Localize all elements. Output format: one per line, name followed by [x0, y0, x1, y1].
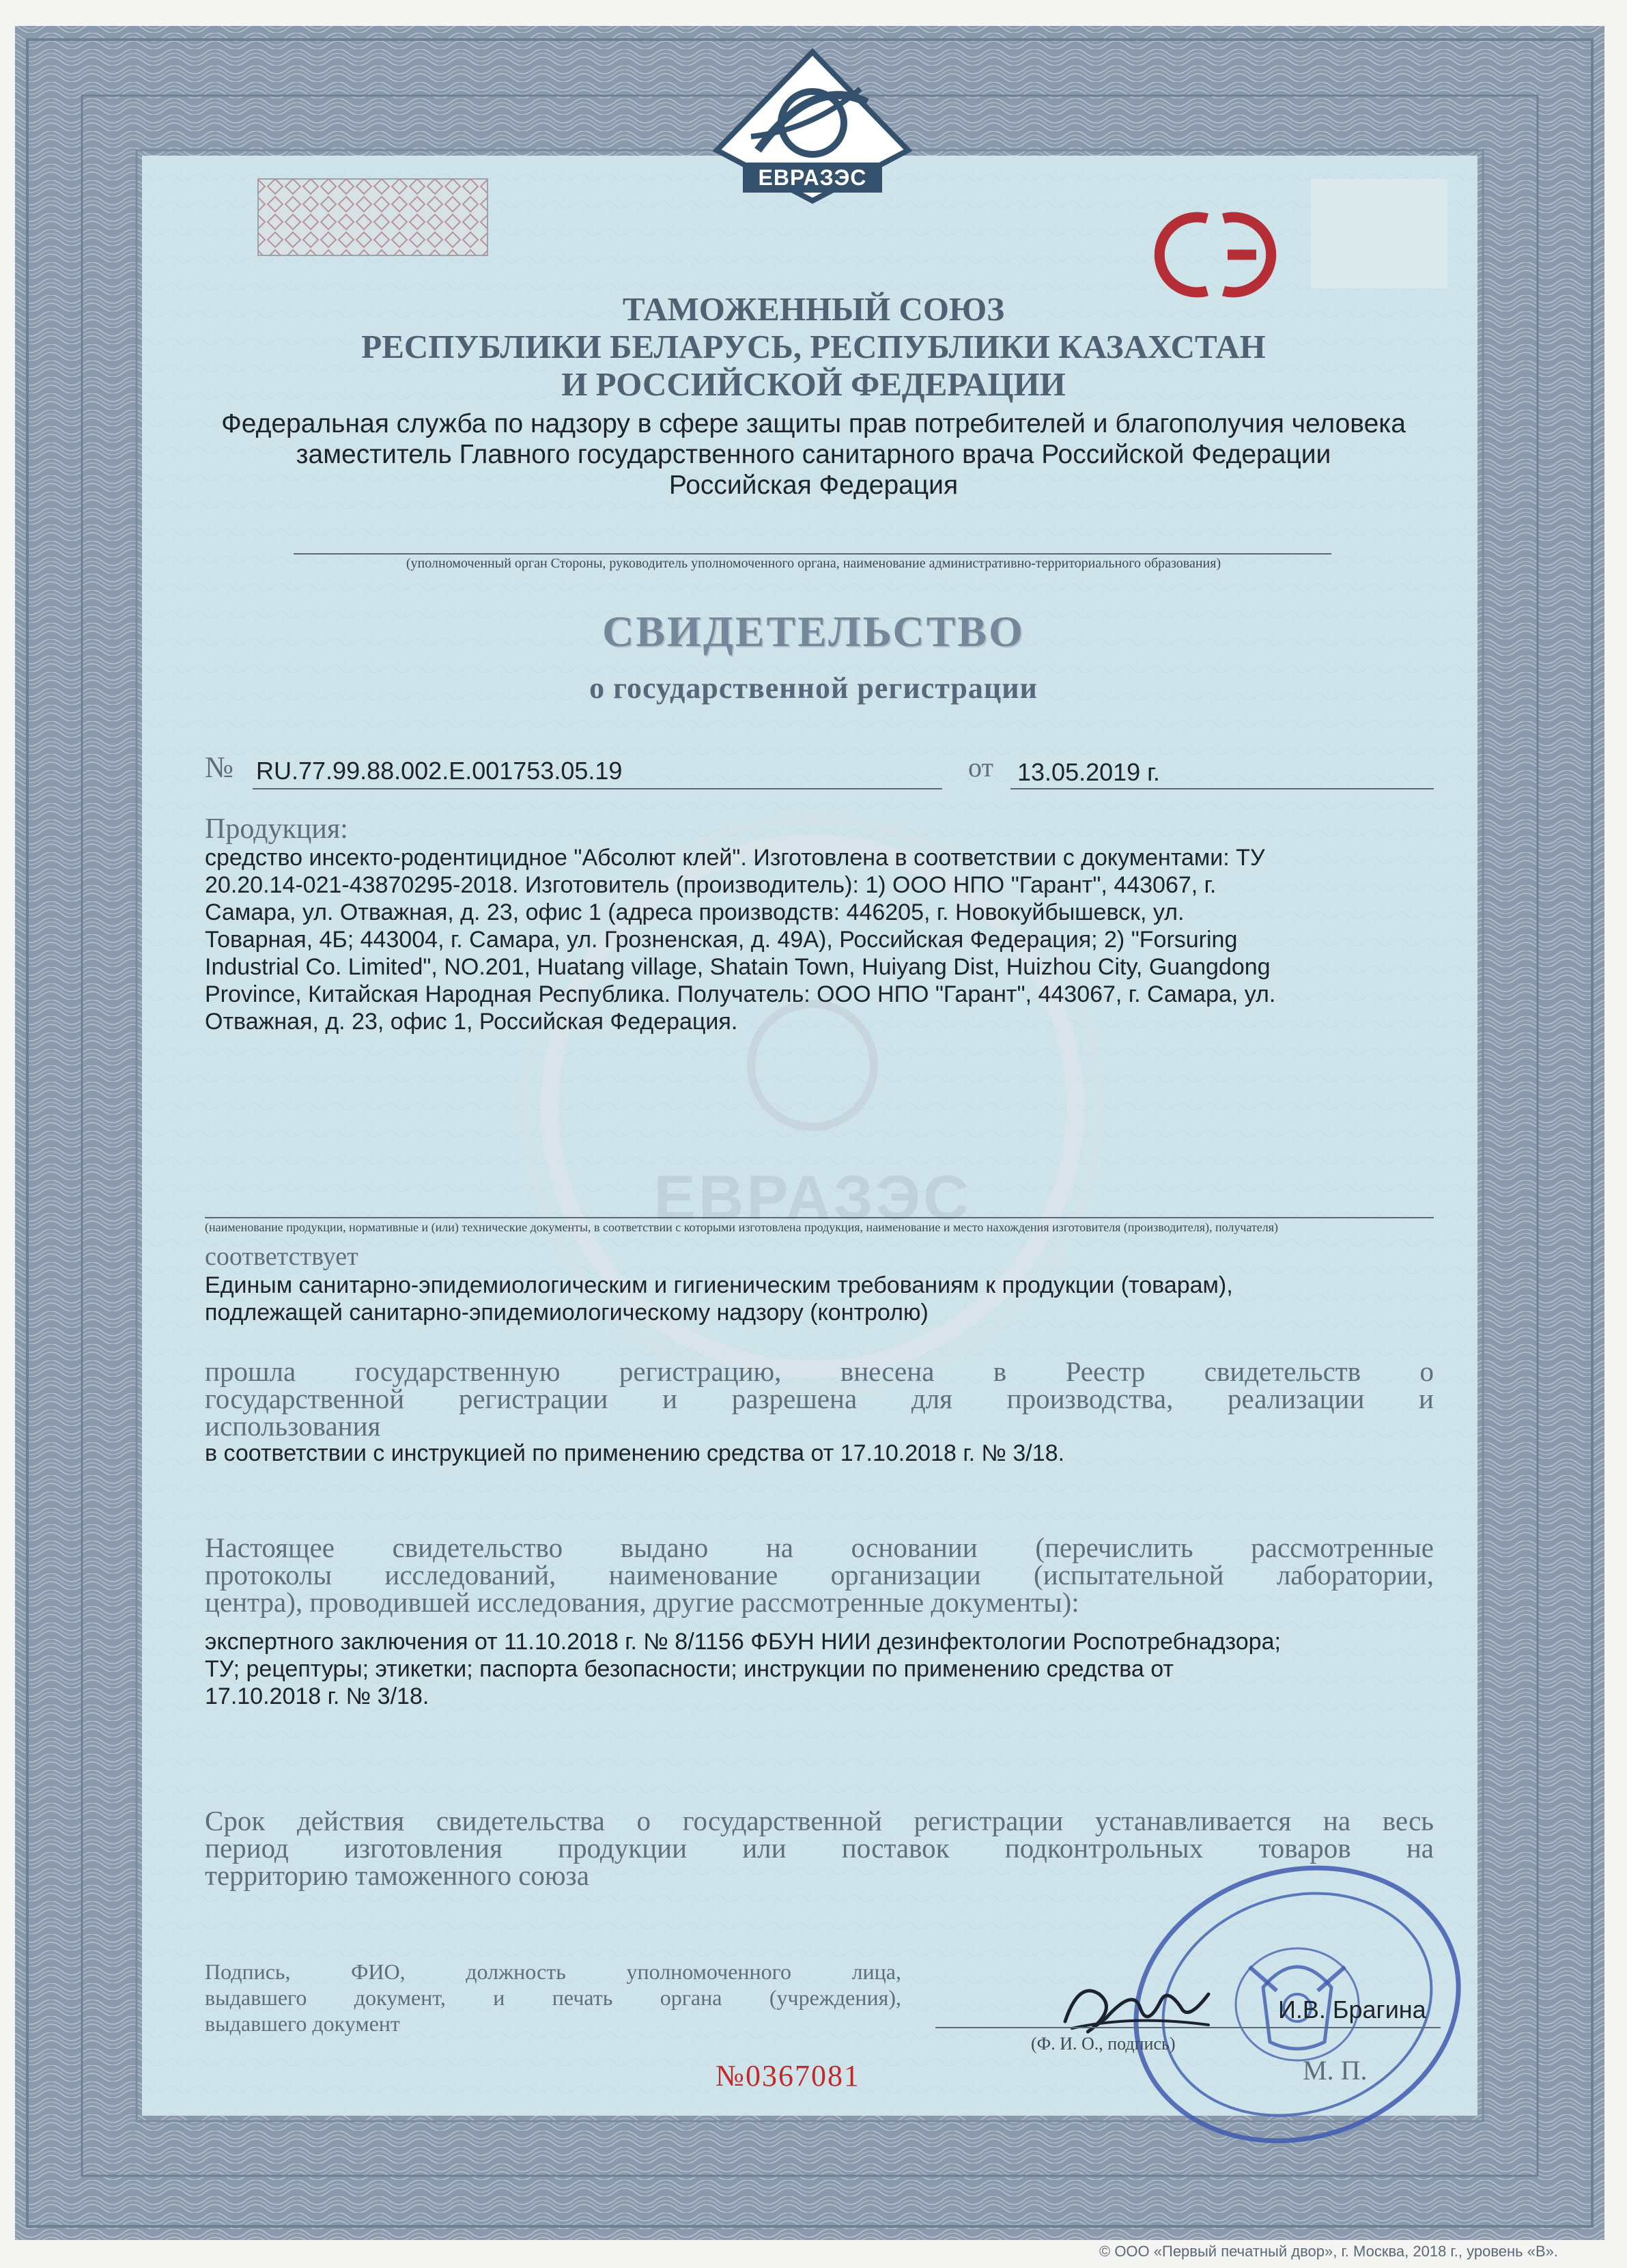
- conformity-line-1: Единым санитарно-эпидемиологическим и гигиеническим требованиям к продукции (товарам),: [205, 1272, 1233, 1298]
- registration-line-2: государственной регистрации и разрешена для производства, реализации и: [205, 1383, 1434, 1414]
- validity-line-2: период изготовления продукции или поставок подконтрольных товаров на: [205, 1832, 1434, 1864]
- product-caption: (наименование продукции, нормативные и (или) технические документы, в соответствии с которыми изготовлена продукция, наименование и место нахождения изготовителя (производителя), получателя): [205, 1220, 1279, 1234]
- signature-label-line-2: выдавшего документ, и печать органа (учреждения),: [205, 1985, 901, 2010]
- signature-label-line-1: Подпись, ФИО, должность уполномоченного лица,: [205, 1959, 901, 1984]
- basis-detail: [205, 1628, 1447, 1710]
- union-title-line-3: И РОССИЙСКОЙ ФЕДЕРАЦИИ: [561, 365, 1066, 403]
- basis-detail-line-3: 17.10.2018 г. № 3/18.: [205, 1683, 429, 1709]
- certificate-subtitle: о государственной регистрации: [589, 671, 1038, 705]
- product-caption-rule: [205, 1217, 1434, 1218]
- watermark-text: ЕВРАЗЭС: [653, 1163, 972, 1233]
- union-title-line-2: РЕСПУБЛИКИ БЕЛАРУСЬ, РЕСПУБЛИКИ КАЗАХСТАН: [361, 328, 1266, 365]
- authority-line-1: Федеральная служба по надзору в сфере защиты прав потребителей и благополучия человека: [221, 409, 1406, 438]
- registration-statement: [205, 1358, 1434, 1440]
- validity-line-3: территорию таможенного союза: [205, 1860, 589, 1891]
- number-rule: [253, 788, 942, 789]
- basis-detail-line-1: экспертного заключения от 11.10.2018 г. № 8/1156 ФБУН НИИ дезинфектологии Роспотребнадзора;: [205, 1629, 1281, 1655]
- authority-block: [171, 408, 1456, 501]
- number-label: №: [205, 751, 234, 784]
- registration-detail: в соответствии с инструкцией по применению средства от 17.10.2018 г. № 3/18.: [205, 1440, 1065, 1466]
- product-line-4: Товарная, 4Б; 443004, г. Самара, ул. Грозненская, д. 49А), Российская Федерация; 2) "Forsuring: [205, 927, 1238, 953]
- product-line-2: 20.20.14-021-43870295-2018. Изготовитель (производитель): 1) ООО НПО "Гарант", 443067, г.: [205, 872, 1217, 898]
- basis-line-2: протоколы исследований, наименование организации (испытательной лаборатории,: [205, 1559, 1434, 1591]
- authority-line-2: заместитель Главного государственного санитарного врача Российской Федерации: [296, 440, 1331, 469]
- basis-line-3: центра), проводившей исследования, другие рассмотренные документы):: [205, 1586, 1079, 1618]
- conformity-label: соответствует: [205, 1242, 358, 1271]
- basis-line-1: Настоящее свидетельство выдано на основании (перечислить рассмотренные: [205, 1532, 1434, 1563]
- printer-imprint: © ООО «Первый печатный двор», г. Москва, 2018 г., уровень «В».: [1099, 2243, 1558, 2260]
- certificate-date: 13.05.2019 г.: [1017, 758, 1160, 786]
- authority-line-3: Российская Федерация: [668, 471, 959, 500]
- product-description: [205, 844, 1434, 1035]
- authority-caption-rule: [294, 553, 1331, 555]
- emblem-label: ЕВРАЗЭС: [758, 165, 867, 190]
- product-line-5: Industrial Co. Limited", NO.201, Huatang village, Shatain Town, Huiyang Dist, Huizhou City, Guangdong: [205, 954, 1271, 980]
- basis-detail-line-2: ТУ; рецептуры; этикетки; паспорта безопасности; инструкции по применению средства от: [205, 1656, 1174, 1682]
- validity-line-1: Срок действия свидетельства о государственной регистрации устанавливается на весь: [205, 1805, 1434, 1836]
- signer-rule: [935, 2027, 1441, 2028]
- product-line-7: Отважная, д. 23, офис 1, Российская Федерация.: [205, 1009, 738, 1035]
- certificate-title: СВИДЕТЕЛЬСТВО: [602, 607, 1025, 656]
- signature-label-line-3: выдавшего документ: [205, 2011, 400, 2036]
- union-title: [205, 290, 1422, 403]
- basis-statement: [205, 1534, 1434, 1616]
- signer-name: И.В. Брагина: [1278, 1996, 1426, 2024]
- certificate-number: RU.77.99.88.002.E.001753.05.19: [256, 757, 623, 785]
- date-rule: [1010, 788, 1434, 789]
- product-line-3: Самара, ул. Отважная, д. 23, офис 1 (адреса производств: 446205, г. Новокуйбышевск, ул.: [205, 899, 1185, 925]
- conformity-line-2: подлежащей санитарно-эпидемиологическому надзору (контролю): [205, 1300, 929, 1326]
- registration-line-1: прошла государственную регистрацию, внесена в Реестр свидетельств о: [205, 1356, 1434, 1387]
- signer-caption: (Ф. И. О., подпись): [1031, 2034, 1176, 2054]
- product-line-1: средство инсекто-родентицидное "Абсолют клей". Изготовлена в соответствии с документами: ТУ: [205, 845, 1265, 871]
- product-line-6: Province, Китайская Народная Республика. Получатель: ООО НПО "Гарант", 443067, г. Самара, ул.: [205, 981, 1276, 1007]
- signature-label: [205, 1959, 901, 2036]
- conformity-text: [205, 1272, 1434, 1326]
- date-label: от: [968, 752, 993, 783]
- union-title-line-1: ТАМОЖЕННЫЙ СОЮЗ: [622, 290, 1005, 328]
- product-label: Продукция:: [205, 813, 348, 845]
- authority-caption: (уполномоченный орган Стороны, руководитель уполномоченного органа, наименование административно-территориального образования): [406, 556, 1221, 571]
- registration-line-3: использования: [205, 1410, 381, 1442]
- seal-place-label: М. П.: [1303, 2055, 1368, 2086]
- eurasec-emblem: [710, 48, 915, 205]
- blank-serial-number: №0367081: [716, 2059, 860, 2092]
